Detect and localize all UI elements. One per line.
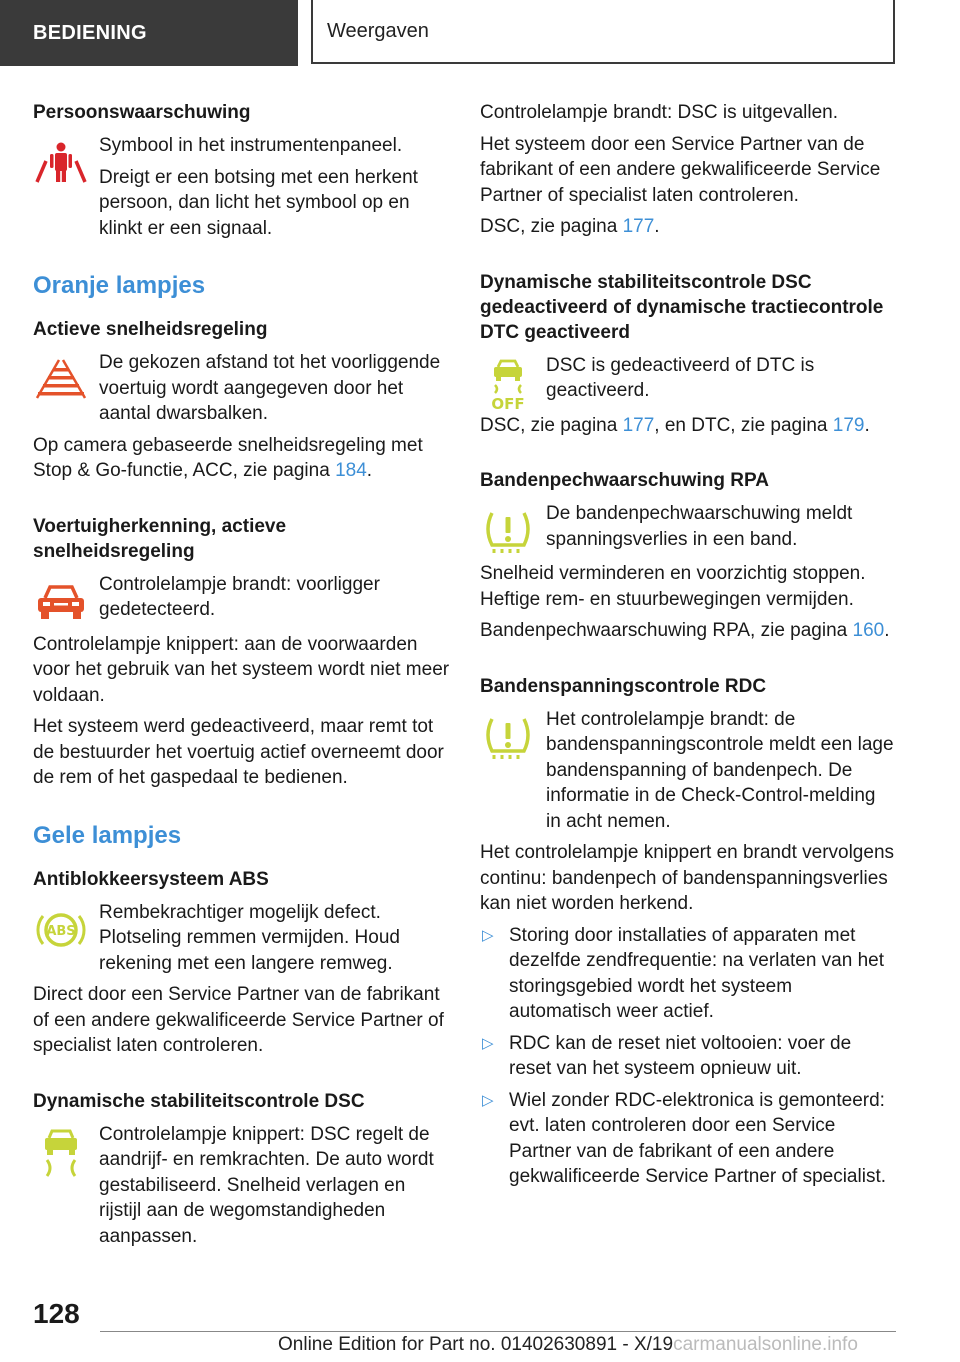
section-label: BEDIENING bbox=[0, 0, 298, 66]
bullet-text: Storing door installaties of apparaten met dezelfde zendfrequentie: na verlaten van het storingsgebied wordt het systeem automatisch weer actief. bbox=[509, 924, 884, 1022]
acc-block bbox=[33, 350, 451, 427]
rdc-bullet-list bbox=[480, 923, 894, 1190]
acc-ref-text: Op camera gebaseerde snelheidsregeling met Stop & Go-functie, ACC, zie pagina bbox=[33, 434, 423, 481]
dsc-block bbox=[33, 1122, 451, 1250]
bullet-text: RDC kan de reset niet voltooien: voer de reset van het systeem opnieuw uit. bbox=[509, 1032, 852, 1079]
persoon-text-1: Symbool in het instrumentenpaneel. bbox=[99, 135, 403, 156]
bullet-text: Wiel zonder RDC-elektronica is gemonteerd: evt. laten controleren door een Service Partner van de fabrikant of een andere gekwalificeerde Service Partner of specialist. bbox=[509, 1089, 887, 1187]
voertuig-text-1: Controlelampje brandt: voorligger gedetecteerd. bbox=[99, 573, 380, 620]
page-number: 128 bbox=[33, 1298, 80, 1329]
dsc-text-1: Controlelampje knippert: DSC regelt de aandrijf- en remkrachten. De auto wordt gestabiliseerd. Snelheid verlagen en rijstijl aan de wegomstandigheden aanpassen. bbox=[99, 1123, 434, 1247]
persoon-block bbox=[33, 133, 451, 241]
dsc-page-link[interactable]: 177 bbox=[622, 216, 655, 237]
abs-block bbox=[33, 900, 451, 977]
dsc-fail-text-3 bbox=[480, 214, 894, 240]
rpa-text-3 bbox=[480, 618, 894, 644]
tire-pressure-icon bbox=[480, 503, 536, 559]
persoon-text-2: Dreigt er een botsing met een herkent persoon, dan licht het symbool op en klinkt er een signaal. bbox=[99, 166, 418, 239]
voertuig-block bbox=[33, 572, 451, 632]
acc-page-link[interactable]: 184 bbox=[335, 460, 367, 481]
vehicle-ahead-icon bbox=[33, 574, 89, 630]
dtc-page-link[interactable]: 179 bbox=[832, 414, 865, 436]
dscoff-ref-b: , en DTC, zie pagina bbox=[654, 414, 833, 436]
heading-dsc-off: Dynamische stabiliteitscontrole DSC gedeactiveerd of dynamische tractiecontrole DTC geactiveerd bbox=[480, 271, 884, 343]
rpa-ref-end: . bbox=[884, 620, 890, 641]
acc-text-1: De gekozen afstand tot het voorliggende voertuig wordt aangegeven door het aantal dwarsbalken. bbox=[99, 352, 441, 424]
heading-oranje-lampjes: Oranje lampjes bbox=[33, 272, 206, 299]
voertuig-text-2: Controlelampje knippert: aan de voorwaarden voor het gebruik van het systeem wordt niet meer voldaan. bbox=[33, 633, 450, 706]
rpa-ref-text: Bandenpechwaarschuwing RPA, zie pagina bbox=[480, 620, 853, 641]
dscoff-ref-a: DSC, zie pagina bbox=[480, 414, 623, 436]
triangle-bullet-icon: ▷ bbox=[482, 1034, 494, 1052]
rpa-block bbox=[480, 501, 894, 561]
distance-bars-icon bbox=[33, 352, 89, 408]
abs-text-1: Rembekrachtiger mogelijk defect. Plotseling remmen vermijden. Houd rekening met een langere remweg. bbox=[99, 901, 400, 974]
heading-gele-lampjes: Gele lampjes bbox=[33, 821, 182, 849]
heading-rdc: Bandenspanningscontrole RDC bbox=[480, 675, 767, 697]
dscoff-block bbox=[480, 353, 894, 413]
edition-text: Online Edition for Part no. 01402630891 - X/19 bbox=[278, 1334, 674, 1355]
dsc-fail-text-1: Controlelampje brandt: DSC is uitgevallen. bbox=[480, 102, 839, 123]
abs-icon bbox=[33, 902, 89, 958]
dscoff-ref-end: . bbox=[864, 414, 870, 436]
footer-divider bbox=[100, 1331, 896, 1332]
rpa-text-2: Snelheid verminderen en voorzichtig stoppen. Heftige rem- en stuurbewegingen vermijden. bbox=[480, 563, 866, 610]
abs-text-2: Direct door een Service Partner van de fabrikant of een andere gekwalificeerde Service Partner of specialist laten controleren. bbox=[33, 984, 444, 1056]
page-header bbox=[0, 0, 960, 66]
acc-text-2 bbox=[33, 433, 451, 484]
heading-actieve-snelheidsregeling: Actieve snelheidsregeling bbox=[33, 319, 268, 340]
pedestrian-warning-icon bbox=[33, 135, 89, 191]
rpa-text-1: De bandenpechwaarschuwing meldt spanningsverlies in een band. bbox=[546, 503, 853, 550]
rpa-page-link[interactable]: 160 bbox=[852, 620, 885, 641]
heading-persoonswaarschuwing: Persoonswaarschuwing bbox=[33, 102, 251, 123]
tire-pressure-icon bbox=[480, 709, 536, 765]
watermark-text: carmanualsonline.info bbox=[673, 1334, 858, 1355]
left-column bbox=[33, 100, 451, 1255]
dsc-off-icon bbox=[480, 355, 536, 411]
triangle-bullet-icon: ▷ bbox=[482, 1091, 494, 1109]
svg-text:OFF: OFF bbox=[491, 394, 525, 411]
dsc-fail-ref-text: DSC, zie pagina bbox=[480, 216, 623, 237]
rdc-text-1: Het controlelampje brandt: de bandenspanningscontrole meldt een lage bandenspanning of bandenpech. De informatie in de Check-Control-melding in acht nemen. bbox=[546, 708, 894, 832]
svg-text:ABS: ABS bbox=[46, 923, 76, 939]
dscoff-text-1: DSC is gedeactiveerd of DTC is geactiveerd. bbox=[546, 354, 815, 401]
rdc-block bbox=[480, 707, 894, 835]
dsc-fail-ref-end: . bbox=[654, 216, 660, 237]
heading-voertuigherkenning: Voertuigherkenning, actieve snelheidsregeling bbox=[33, 515, 287, 562]
heading-rpa: Bandenpechwaarschuwing RPA bbox=[480, 470, 769, 491]
dsc-page-link-2[interactable]: 177 bbox=[622, 414, 655, 436]
heading-abs: Antiblokkeersysteem ABS bbox=[33, 868, 269, 890]
right-column bbox=[480, 100, 894, 1196]
list-item bbox=[480, 923, 894, 1025]
dsc-fail-text-2: Het systeem door een Service Partner van de fabrikant of een andere gekwalificeerde Service Partner of specialist laten controleren. bbox=[480, 133, 881, 206]
list-item bbox=[480, 1031, 894, 1082]
footer-edition bbox=[278, 1334, 858, 1356]
dscoff-text-2 bbox=[480, 413, 894, 439]
acc-ref-end: . bbox=[366, 460, 373, 481]
list-item bbox=[480, 1088, 894, 1190]
dsc-icon bbox=[33, 1124, 89, 1180]
voertuig-text-3: Het systeem werd gedeactiveerd, maar remt tot de bestuurder het voertuig actief overneemt door de rem of het gaspedaal te bedienen. bbox=[33, 716, 444, 788]
page-title: Weergaven bbox=[311, 0, 895, 64]
triangle-bullet-icon: ▷ bbox=[482, 926, 494, 944]
rdc-text-2: Het controlelampje knippert en brandt vervolgens continu: bandenpech of bandenspanningsverlies kan niet worden herkend. bbox=[480, 842, 895, 914]
heading-dsc: Dynamische stabiliteitscontrole DSC bbox=[33, 1090, 365, 1112]
